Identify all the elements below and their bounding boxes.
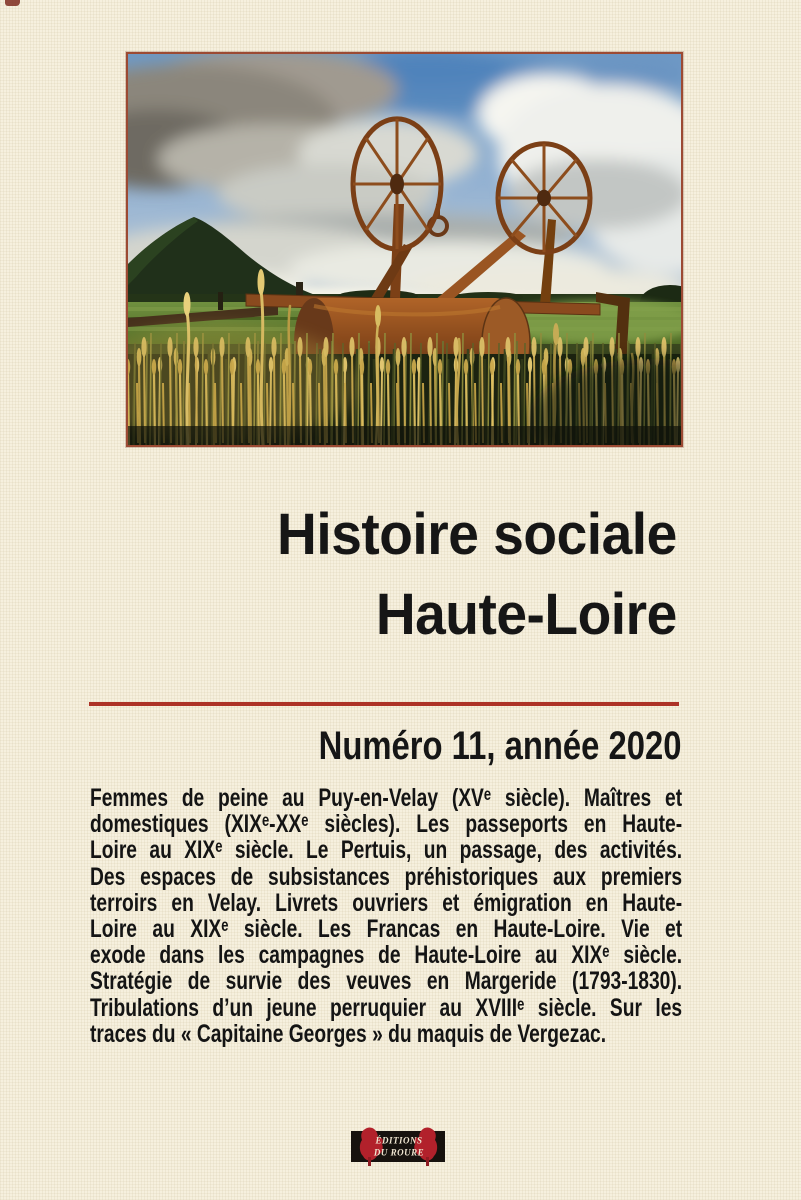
- publisher-logo-graphic: [351, 1124, 445, 1168]
- summary-line: Stratégie de survie des veuves en Margeride (1793-1830).: [90, 967, 683, 996]
- issue-line: Numéro 11, année 2020: [318, 724, 681, 768]
- machine-wheel-left: [353, 119, 441, 249]
- red-divider-rule: [89, 702, 679, 706]
- summary-text: [90, 785, 682, 1047]
- publisher-name-line1: ÉDITIONS: [375, 1135, 423, 1146]
- publisher-name-line2: DU ROURE: [373, 1147, 425, 1158]
- summary-line: terroirs en Velay. Livrets ouvriers et émigration en Haute-: [90, 888, 683, 917]
- summary-line: exode dans les campagnes de Haute-Loire au XIXᵉ siècle.: [90, 941, 683, 970]
- summary-line: Loire au XIXᵉ siècle. Le Pertuis, un passage, des activités.: [90, 836, 683, 865]
- publisher-logo: [351, 1124, 445, 1168]
- title-line-1: Histoire sociale: [277, 502, 677, 567]
- summary-line: Tribulations d’un jeune perruquier au XVIIIᵉ siècle. Sur les: [90, 993, 683, 1022]
- cover-photo-illustration: [128, 54, 681, 445]
- summary-line: Femmes de peine au Puy-en-Velay (XVᵉ siècle). Maîtres et: [90, 784, 683, 812]
- scan-corner-mark: [5, 0, 20, 6]
- title-line-2: Haute-Loire: [376, 582, 677, 647]
- summary-line: Loire au XIXᵉ siècle. Les Francas en Haute-Loire. Vie et: [90, 915, 683, 944]
- cover-photo: [126, 52, 683, 447]
- machine-wheel-right: [498, 144, 590, 253]
- summary-line: domestiques (XIXᵉ-XXᵉ siècles). Les passeports en Haute-: [90, 810, 683, 839]
- page-title: [277, 495, 677, 655]
- summary-line: traces du « Capitaine Georges » du maquis de Vergezac.: [90, 1019, 607, 1048]
- summary-line: Des espaces de subsistances préhistoriques aux premiers: [90, 862, 683, 891]
